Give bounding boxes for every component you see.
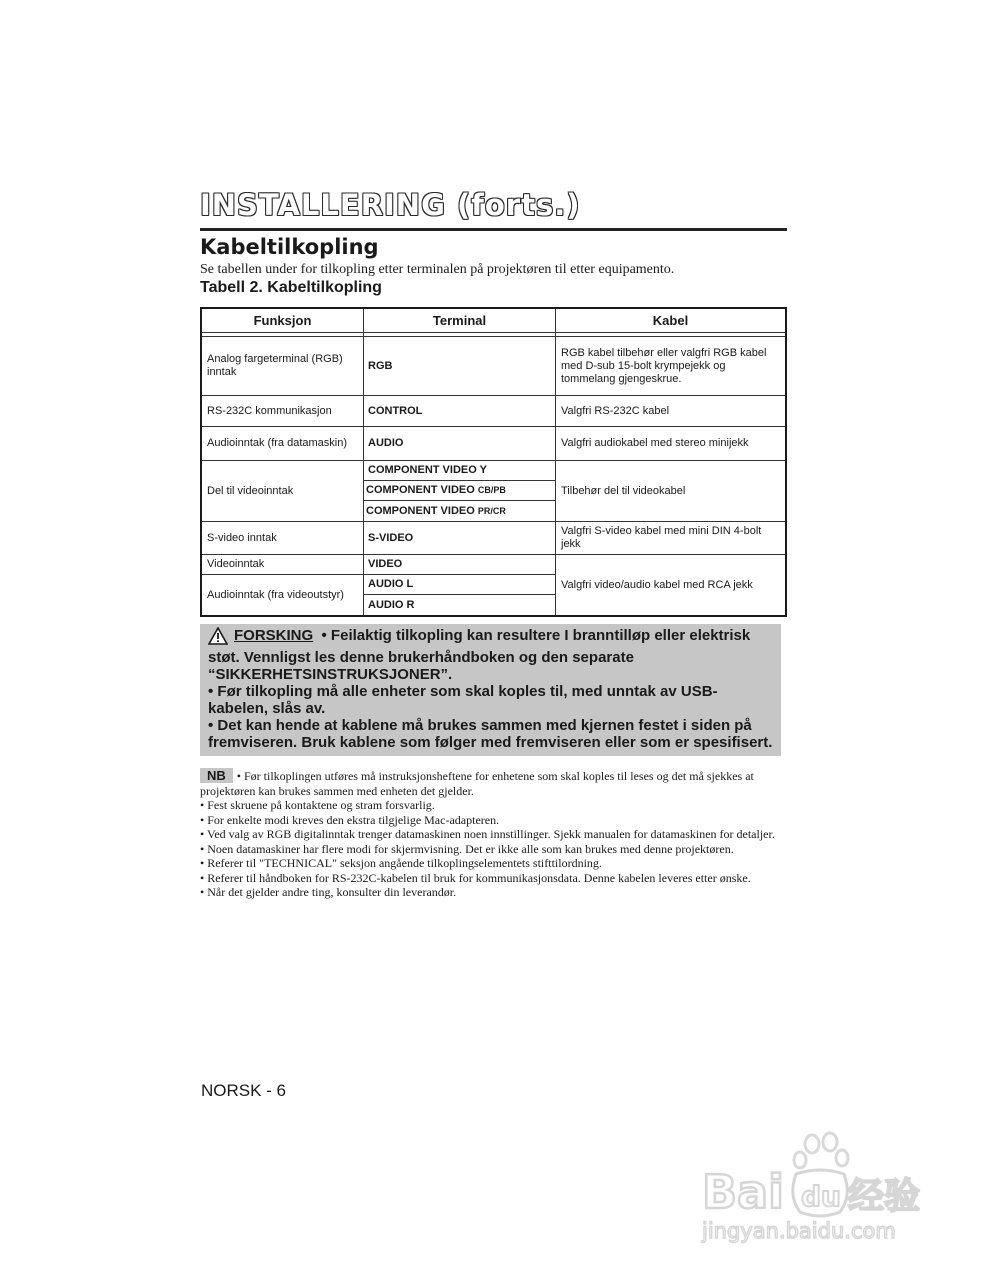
cell-cable: Valgfri audiokabel med stereo minijekk (561, 437, 749, 449)
paw-logo-icon (794, 1133, 848, 1168)
cell-function: Audioinntak (fra datamaskin) (207, 437, 348, 449)
section-intro: Se tabellen under for tilkopling etter terminalen på projektøren til etter equipamento. (200, 262, 675, 277)
cell-terminal: S-VIDEO (368, 531, 414, 544)
paw-du-icon (793, 1170, 847, 1216)
watermark-du: du (801, 1180, 841, 1213)
warning-triangle-icon (208, 627, 234, 649)
cell-function: Videoinntak (207, 558, 265, 570)
terminal-prefix: COMPONENT VIDEO (366, 504, 478, 517)
note-item: • Referer til håndboken for RS-232C-kabelen til bruk for kommunikasjonsdata. Denne kabelen leveres etter ønske. (200, 870, 751, 885)
heading-rule (200, 228, 787, 231)
caution-label: FORSKING (234, 627, 314, 644)
cell-terminal: CONTROL (368, 404, 423, 417)
cell-terminal: RGB (368, 359, 393, 372)
cell-function: Audioinntak (fra videoutstyr) (207, 588, 344, 601)
page-number: NORSK - 6 (201, 1081, 287, 1100)
notes-section (200, 768, 785, 900)
caution-text: • Feilaktig tilkopling kan resultere I branntilløp eller elektrisk støt. Vennligst les denne brukerhåndboken og den separate “SIKKERHETSINSTRUKSJONER”. (208, 627, 751, 683)
note-item: • Noen datamaskiner har flere modi for skjermvisning. Det er ikke alle som kan brukes med denne projektøren. (200, 841, 734, 856)
column-header-terminal: Terminal (432, 313, 487, 328)
baidu-watermark (700, 1130, 940, 1250)
table-divider (202, 332, 785, 333)
cell-terminal: COMPONENT VIDEO Y (368, 464, 487, 476)
note-item: • Når det gjelder andre ting, konsulter din leverandør. (200, 885, 457, 899)
caution-line-3: • Det kan hende at kablene må brukes sammen med kjernen festet i siden på fremviseren. Bruk kablene som følger med fremviseren eller som er spesifisert. (208, 717, 773, 751)
cell-terminal (364, 481, 555, 500)
watermark-url: jingyan.baidu.com (702, 1219, 896, 1243)
watermark-cn: 经验 (848, 1176, 921, 1217)
cell-cable: Valgfri video/audio kabel med RCA jekk (561, 578, 753, 591)
watermark-brand: Bai (702, 1165, 784, 1219)
section-title: Kabeltilkopling (200, 235, 379, 259)
cell-cable: RGB kabel tilbehør eller valgfri RGB kabel med D-sub 15-bolt krympejekk og tommelang gjengeskrue. (561, 346, 767, 385)
cell-function: S-video inntak (207, 531, 277, 544)
cell-function: Analog fargeterminal (RGB) inntak (207, 353, 343, 378)
nb-badge: NB (200, 768, 233, 783)
column-header-cable: Kabel (652, 313, 689, 328)
cable-connection-table (200, 307, 787, 617)
terminal-subscript: CB/PB (477, 485, 506, 495)
note-item: • For enkelte modi kreves den ekstra tilgjelige Mac-adapteren. (200, 812, 500, 827)
note-text: • Før tilkoplingen utføres må instruksjonsheftene for enhetene som skal koples til leses og det må sjekkes at projektøren kan brukes sammen med enheten det gjelder. (200, 769, 754, 798)
cell-terminal: VIDEO (368, 558, 403, 570)
terminal-prefix: COMPONENT VIDEO (366, 484, 478, 496)
cell-terminal: AUDIO R (368, 598, 415, 611)
cell-terminal: AUDIO L (368, 578, 414, 590)
cell-cable: Valgfri RS-232C kabel (561, 404, 670, 417)
cell-function: RS-232C kommunikasjon (207, 404, 332, 417)
cell-cable: Tilbehør del til videokabel (561, 484, 686, 497)
cell-function: Del til videoinntak (207, 484, 294, 497)
cell-terminal (364, 501, 555, 521)
terminal-subscript: PR/CR (477, 505, 506, 516)
note-item (200, 768, 785, 798)
page-heading: INSTALLERING (forts.) (200, 188, 581, 222)
cell-terminal: AUDIO (368, 437, 404, 449)
column-header-function: Funksjon (253, 313, 312, 328)
caution-box (200, 624, 781, 756)
note-item: • Fest skruene på kontaktene og stram forsvarlig. (200, 798, 435, 812)
note-item: • Ved valg av RGB digitalinntak trenger datamaskinen noen innstillinger. Sjekk manualen for datamaskinen for detaljer. (200, 827, 775, 841)
caution-line-1 (208, 627, 775, 683)
note-item: • Referer til "TECHNICAL" seksjon angående tilkoplingselementets stifttilordning. (200, 856, 602, 870)
cell-cable: Valgfri S-video kabel med mini DIN 4-bolt jekk (561, 525, 762, 550)
caution-line-2: • Før tilkopling må alle enheter som skal koples til, med unntak av USB-kabelen, slås av. (208, 683, 718, 717)
table-caption: Tabell 2. Kabeltilkopling (200, 279, 382, 296)
